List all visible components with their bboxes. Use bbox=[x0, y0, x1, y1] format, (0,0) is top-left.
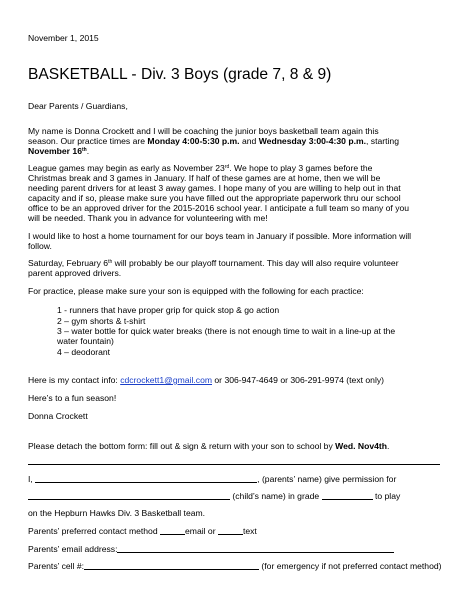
tournament-line-1: I would like to host a home tournament for our boys team in January if possible. More information will bbox=[28, 231, 412, 241]
intro-line-2: season. Our practice times are Monday 4:00-5:30 p.m. and Wednesday 3:00-4:30 p.m., starting bbox=[28, 136, 399, 146]
list-item: 3 – water bottle for quick water breaks (there is not enough time to wait in a line-up at the bbox=[57, 326, 396, 336]
form-child-line: (child’s name) in grade to play bbox=[28, 491, 400, 501]
email-address-field[interactable] bbox=[117, 544, 394, 553]
document-date: November 1, 2015 bbox=[28, 33, 99, 43]
list-item: 1 - runners that have proper grip for quick stop & go action bbox=[57, 305, 280, 315]
list-item: water fountain) bbox=[57, 336, 114, 346]
intro-line-3: November 16th. bbox=[28, 146, 90, 156]
form-cell-line: Parents’ cell #: (for emergency if not preferred contact method) bbox=[28, 561, 442, 571]
grade-field[interactable] bbox=[322, 491, 373, 500]
child-name-field[interactable] bbox=[28, 491, 230, 500]
form-team-line: on the Hepburn Hawks Div. 3 Basketball team. bbox=[28, 508, 206, 518]
wednesday-time: Wednesday 3:00-4:30 p.m. bbox=[258, 136, 367, 146]
games-line-6: will be needed. Thank you in advance for volunteering with me! bbox=[28, 213, 268, 223]
cell-number-field[interactable] bbox=[84, 561, 259, 570]
monday-time: Monday 4:00-5:30 p.m. bbox=[147, 136, 240, 146]
parent-name-field[interactable] bbox=[35, 474, 257, 483]
playoff-line-1: Saturday, February 6th will probably be our playoff tournament. This day will also require volunteer bbox=[28, 258, 399, 268]
contact-info: Here is my contact info: cdcrockett1@gmail.com or 306-947-4649 or 306-291-9974 (text only) bbox=[28, 375, 385, 385]
form-parent-line: I, , (parents’ name) give permission for bbox=[28, 474, 397, 484]
start-date: November 16th bbox=[28, 146, 87, 156]
document-title: BASKETBALL - Div. 3 Boys (grade 7, 8 & 9) bbox=[28, 66, 332, 83]
form-method-line: Parents’ preferred contact method email or text bbox=[28, 526, 257, 536]
games-line-3: needing parent drivers for at least 3 away games. I hope many of you are willing to help out in that bbox=[28, 183, 401, 193]
closing-line: Here’s to a fun season! bbox=[28, 393, 117, 403]
signature-name: Donna Crockett bbox=[28, 411, 88, 421]
games-line-5: office to be an approved driver for the 2015-2016 school year. I anticipate a full team so many of you bbox=[28, 203, 410, 213]
email-link[interactable]: cdcrockett1@gmail.com bbox=[120, 375, 213, 385]
text-option-field[interactable] bbox=[218, 526, 243, 535]
phone-number-text: 306-291-9974 (text only) bbox=[290, 375, 385, 385]
list-item: 4 – deodorant bbox=[57, 347, 111, 357]
playoff-line-2: parent approved drivers. bbox=[28, 268, 122, 278]
form-email-line: Parents’ email address: bbox=[28, 544, 394, 554]
greeting: Dear Parents / Guardians, bbox=[28, 101, 128, 111]
email-option-field[interactable] bbox=[160, 526, 185, 535]
games-line-4: capacity and if so, please make sure you have filled out the appropriate paperwork thru our school bbox=[28, 193, 401, 203]
games-line-2: Christmas break and 3 games in January. If half of these games are at home, then we will be bbox=[28, 173, 381, 183]
equipment-intro: For practice, please make sure your son is equipped with the following for each practice: bbox=[28, 286, 364, 296]
tournament-line-2: follow. bbox=[28, 241, 52, 251]
games-line-1: League games may begin as early as November 23rd. We hope to play 3 games before the bbox=[28, 163, 373, 173]
list-item: 2 – gym shorts & t-shirt bbox=[57, 316, 146, 326]
detach-instructions: Please detach the bottom form: fill out & sign & return with your son to school by Wed. Nov4th. bbox=[28, 441, 390, 451]
intro-line-1: My name is Donna Crockett and I will be coaching the junior boys basketball team again this bbox=[28, 126, 379, 136]
phone-number: 306-947-4649 bbox=[224, 375, 278, 385]
detach-line bbox=[28, 464, 440, 465]
deadline: Wed. Nov4th bbox=[335, 441, 388, 451]
